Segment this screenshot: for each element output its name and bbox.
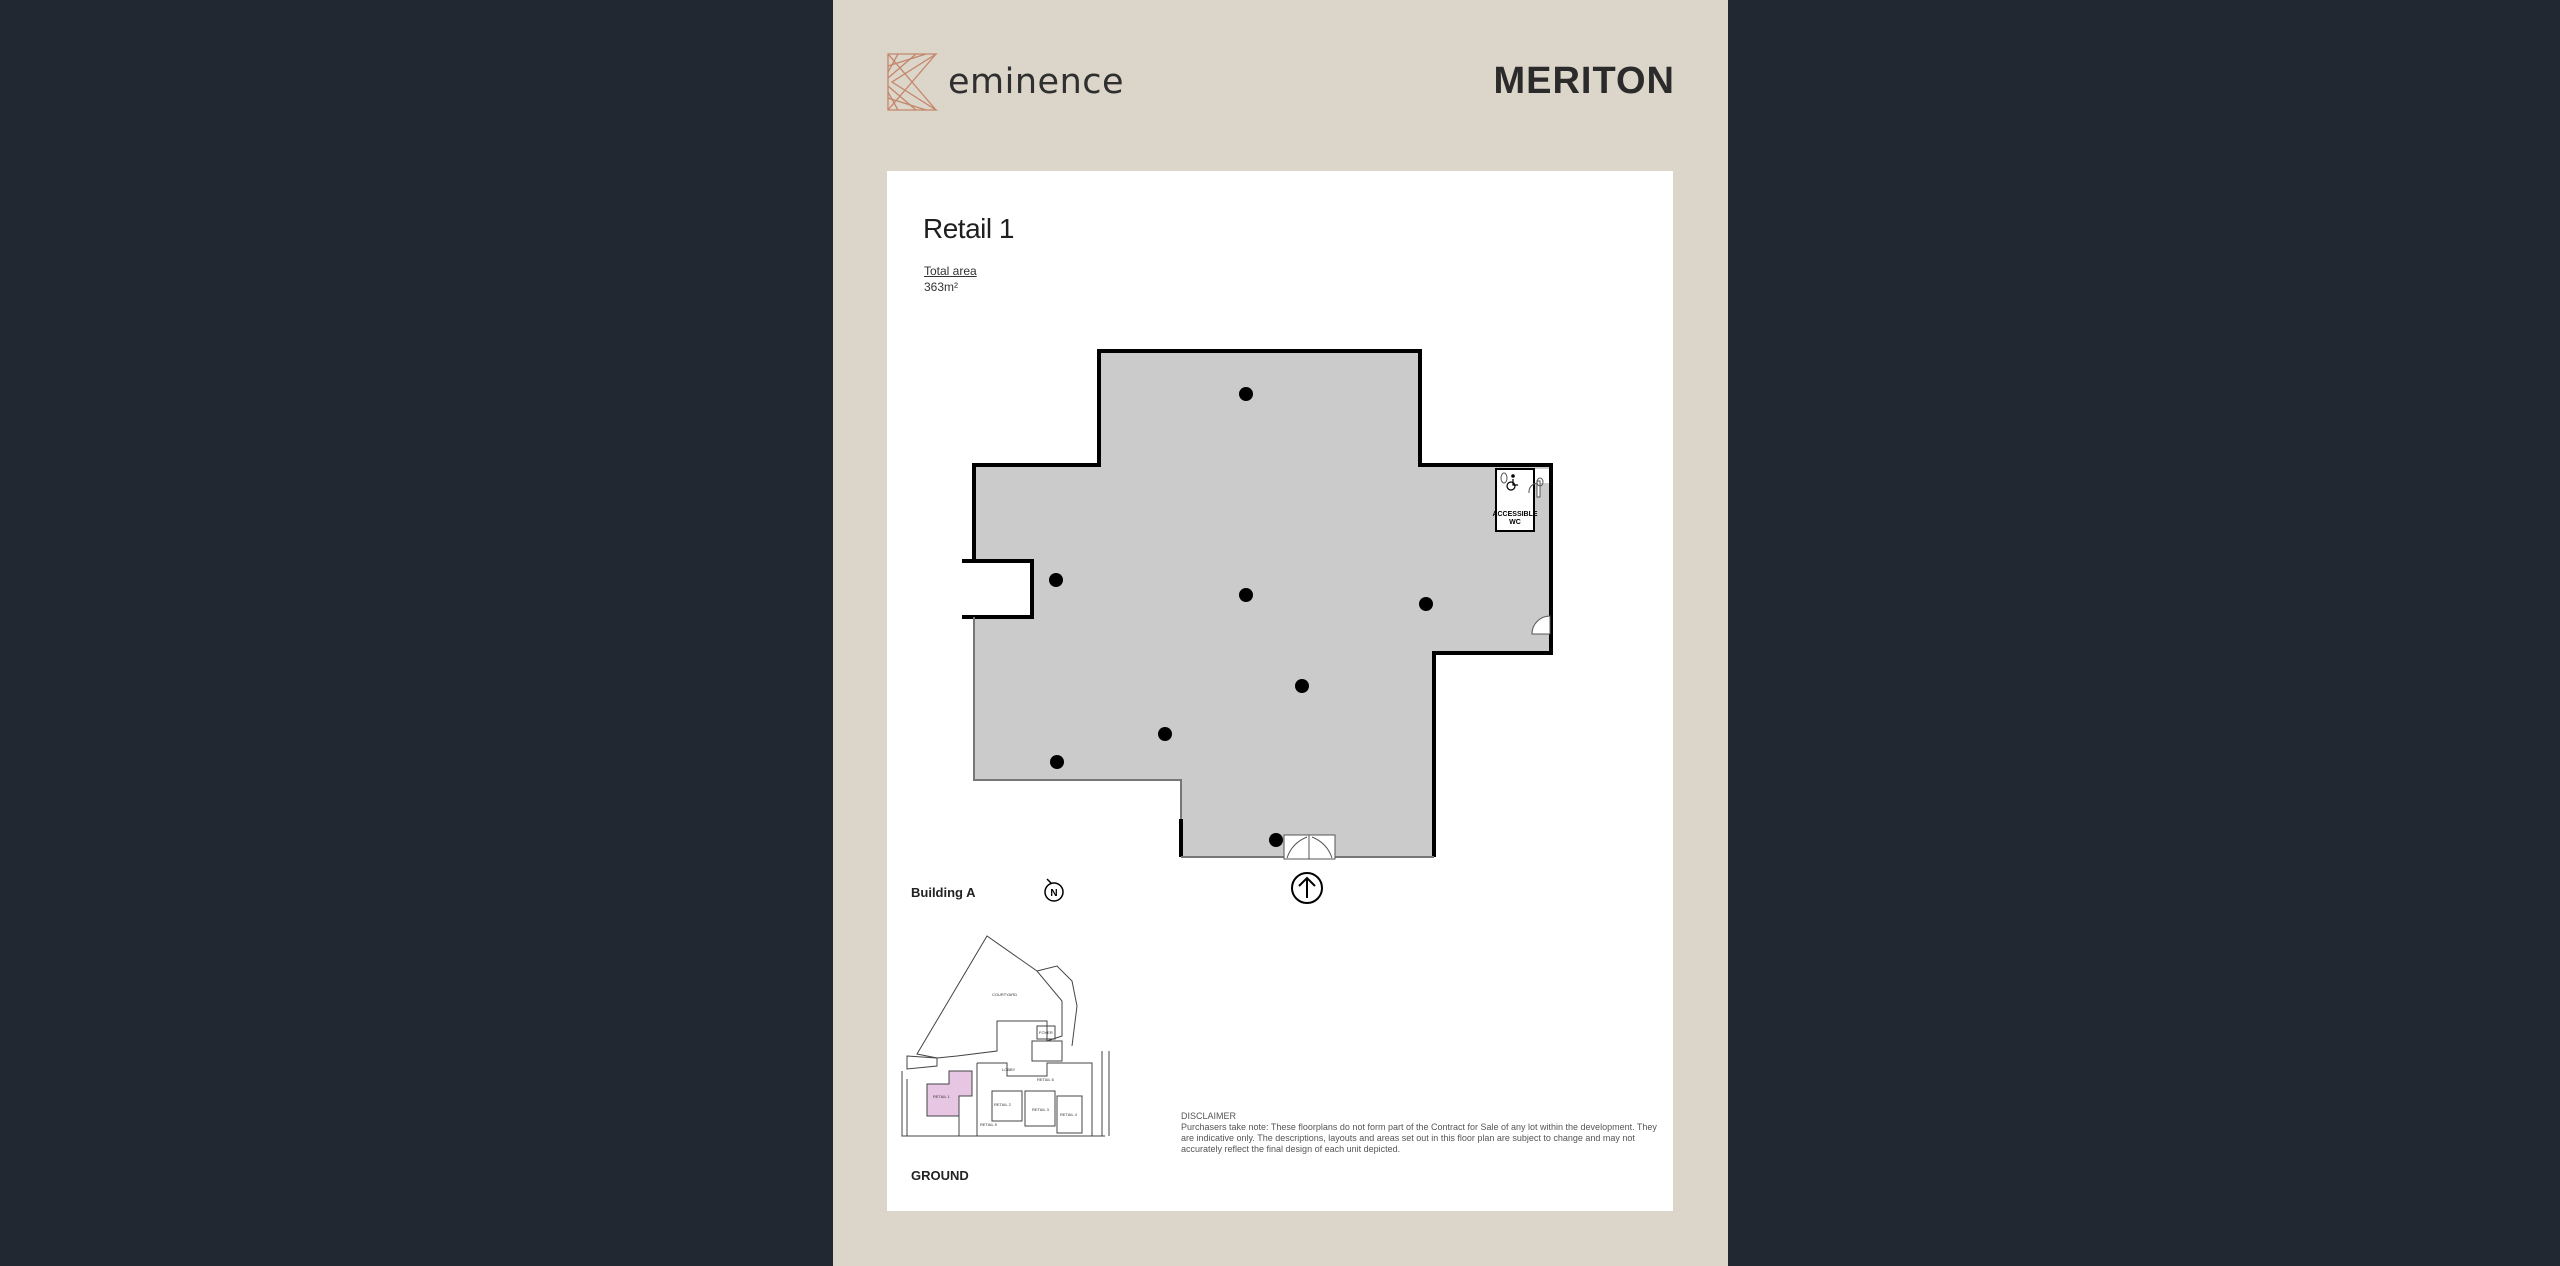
site-key-plan: [897, 911, 1167, 1161]
total-area-value: 363m²: [924, 280, 959, 294]
eminence-wordmark: eminence: [948, 62, 1125, 102]
eminence-mark-icon: [886, 52, 938, 112]
north-arrow-icon: [1045, 879, 1063, 901]
floor-plan-card: [887, 171, 1673, 1211]
column: [1239, 387, 1253, 401]
column: [1269, 833, 1283, 847]
retail-floor-plan: [887, 171, 1673, 911]
key-label-foyer: FOYER: [1039, 1030, 1053, 1035]
level-label: GROUND: [911, 1168, 969, 1183]
key-label-retail6: RETAIL 6: [1037, 1077, 1054, 1082]
building-label: Building A: [911, 885, 976, 900]
column: [1049, 573, 1063, 587]
brochure-page: [833, 0, 1728, 1266]
wc-label: ACCESSIBLE: [1492, 511, 1538, 518]
key-label-courtyard: COURTYARD: [992, 992, 1017, 997]
eminence-logo: [886, 52, 1124, 112]
key-label-retail5: RETAIL 5: [980, 1122, 997, 1127]
column: [1050, 755, 1064, 769]
disclaimer-heading: DISCLAIMER: [1181, 1111, 1237, 1121]
total-area-label: Total area: [924, 264, 977, 278]
key-label-retail1: RETAIL 1: [933, 1094, 950, 1099]
column: [1419, 597, 1433, 611]
key-label-retail4: RETAIL 4: [1060, 1112, 1077, 1117]
column: [1239, 588, 1253, 602]
north-label: N: [1050, 888, 1058, 899]
key-label-retail2: RETAIL 2: [994, 1102, 1011, 1107]
entry-arrow-icon: [1292, 873, 1322, 903]
disclaimer: [1181, 1111, 1661, 1155]
disclaimer-text: Purchasers take note: These floorplans do not form part of the Contract for Sale of any lot within the development. They are indicative only. The descriptions, layouts and areas set out in this floor plan are subject to change and may not accurately reflect the final design of each unit depicted.: [1181, 1122, 1657, 1154]
column: [1295, 679, 1309, 693]
key-label-lobby: LOBBY: [1002, 1067, 1016, 1072]
entry-door-icon: [1284, 835, 1335, 859]
floor-area: [974, 351, 1551, 857]
wc-label-2: WC: [1509, 519, 1521, 526]
meriton-logo: MERITON: [1493, 60, 1675, 102]
page-title: Retail 1: [923, 213, 1014, 244]
column: [1158, 727, 1172, 741]
key-label-retail3: RETAIL 3: [1032, 1107, 1049, 1112]
